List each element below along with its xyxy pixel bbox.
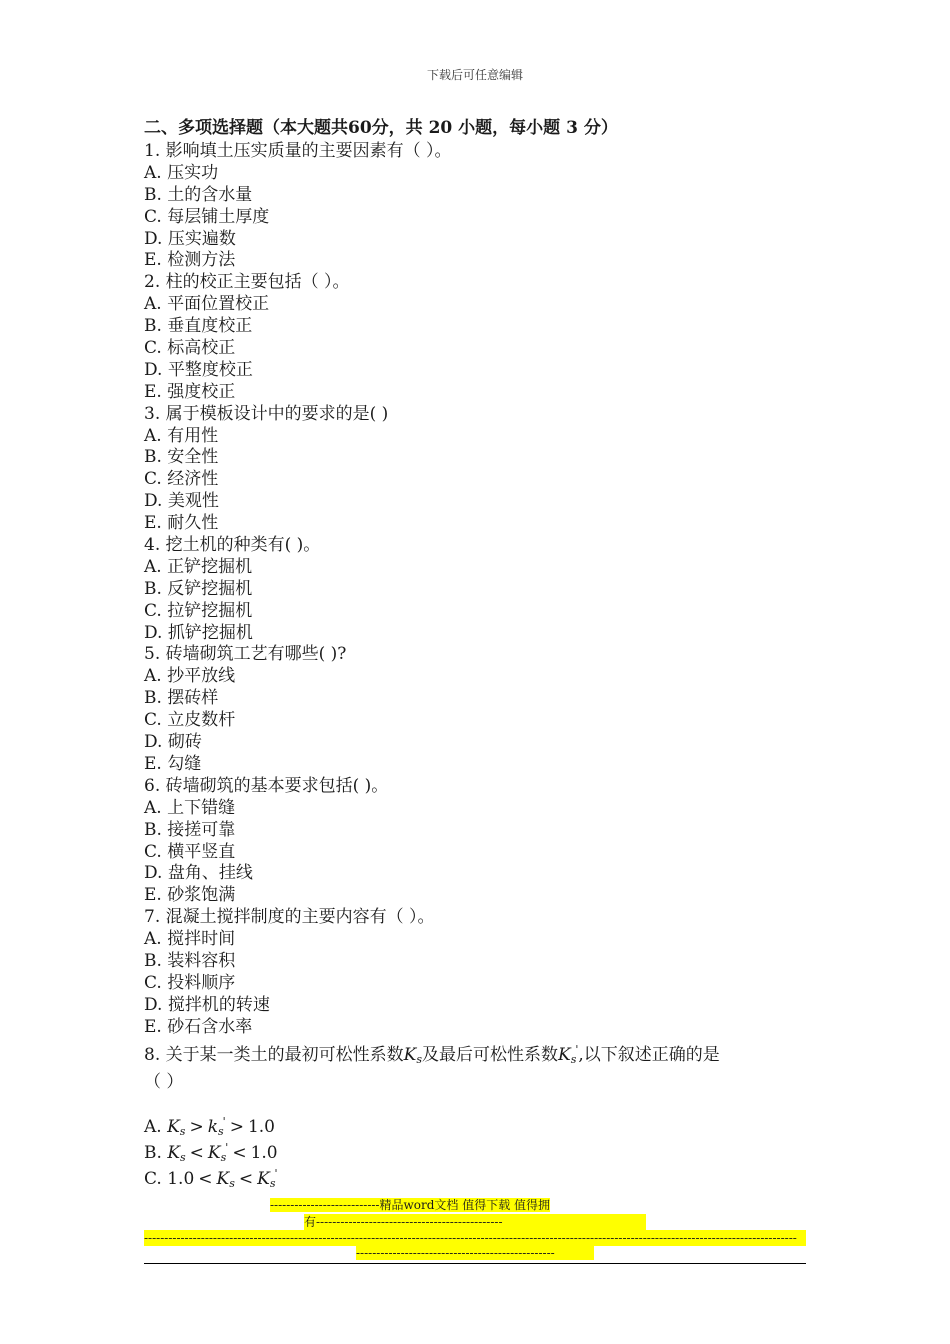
q8-option <box>144 1109 806 1138</box>
question-8 <box>144 1039 806 1071</box>
math-token: 1.0 <box>250 1142 278 1163</box>
math-token: s <box>179 1124 186 1138</box>
answer-option: C. 投料顺序 <box>144 972 236 993</box>
answer-option: B. 垂直度校正 <box>144 316 253 337</box>
footer-rule <box>144 1263 806 1264</box>
math-token: K <box>216 1168 230 1189</box>
answer-option: D. 抓铲挖掘机 <box>144 622 253 643</box>
answer-option: B. 反铲挖掘机 <box>144 578 253 599</box>
q8-suffix: ,以下叙述正确的是 <box>578 1044 720 1065</box>
answer-option: A. 有用性 <box>144 425 219 446</box>
math-token: K <box>207 1142 221 1163</box>
answer-option: D. 搅拌机的转速 <box>144 994 270 1015</box>
math-token: K <box>257 1168 270 1189</box>
answer-option: E. 砂石含水率 <box>144 1016 253 1037</box>
answer-option: A. 上下错缝 <box>144 797 236 818</box>
option-label: C. <box>144 1168 162 1189</box>
footer-line-4: ------------------------------------------------- <box>356 1246 594 1260</box>
q8-option <box>144 1135 806 1164</box>
math-token: s <box>180 1150 186 1164</box>
answer-option: D. 压实遍数 <box>144 228 236 249</box>
answer-option: C. 拉铲挖掘机 <box>144 600 253 621</box>
answer-option: B. 装料容积 <box>144 950 236 971</box>
question-stem: 4. 挖土机的种类有( )。 <box>144 535 321 556</box>
q8-options <box>144 1109 806 1190</box>
math-token: s <box>269 1176 276 1190</box>
math-token: > <box>229 1116 244 1137</box>
math-token: 1.0 <box>247 1116 275 1137</box>
answer-option: D. 砌砖 <box>144 732 202 753</box>
answer-option: D. 美观性 <box>144 491 219 512</box>
answer-option: E. 勾缝 <box>144 753 202 774</box>
q8-prefix: 8. 关于某一类土的最初可松性系数 <box>144 1044 404 1065</box>
question-stem: 5. 砖墙砌筑工艺有哪些( )? <box>144 644 347 665</box>
footer-line-3: ----------------------------------------------------------------------------------------------------------------------------------------------------------------- <box>144 1230 806 1246</box>
math-token: < <box>232 1142 247 1163</box>
answer-option: E. 检测方法 <box>144 250 236 271</box>
question-stem: 1. 影响填土压实质量的主要因素有（ ）。 <box>144 141 452 161</box>
footer-line-2: 有---------------------------------------------- <box>304 1214 646 1230</box>
math-token: ' <box>274 1166 278 1180</box>
page-header: 下载后可任意编辑 <box>426 68 523 82</box>
math-token: ' <box>222 1114 226 1128</box>
math-token: 1.0 <box>167 1168 195 1189</box>
question-stem: 7. 混凝土搅拌制度的主要内容有（ ）。 <box>144 907 435 928</box>
math-token: < <box>198 1168 213 1189</box>
answer-option: B. 安全性 <box>144 447 219 468</box>
answer-option: B. 接搓可靠 <box>144 819 236 840</box>
math-token: K <box>167 1142 181 1163</box>
math-token: s <box>220 1150 227 1164</box>
question-stem: 3. 属于模板设计中的要求的是( ) <box>144 403 389 424</box>
answer-option: C. 立皮数杆 <box>144 710 236 731</box>
math-token: k <box>207 1116 219 1137</box>
answer-option: A. 抄平放线 <box>144 666 236 687</box>
answer-option: E. 耐久性 <box>144 513 219 534</box>
math-token: K <box>167 1116 180 1137</box>
footer-line-1: ---------------------------精品word文档 值得下载 值得拥 <box>270 1198 551 1212</box>
math-token: > <box>189 1116 204 1137</box>
answer-option: A. 搅拌时间 <box>144 929 236 950</box>
question-stem: 6. 砖墙砌筑的基本要求包括( )。 <box>144 775 389 796</box>
q8-symbol-ks: $K_s$ <box>403 1044 422 1066</box>
option-label: B. <box>144 1142 162 1163</box>
option-label: A. <box>144 1116 162 1137</box>
math-token: s <box>218 1124 224 1138</box>
answer-option: D. 盘角、挂线 <box>144 863 253 884</box>
q8-mid: 及最后可松性系数 <box>421 1044 558 1065</box>
answer-option: C. 经济性 <box>144 469 219 490</box>
answer-option: B. 土的含水量 <box>144 184 253 205</box>
answer-option: E. 强度校正 <box>144 381 236 402</box>
answer-option: B. 摆砖样 <box>144 688 219 709</box>
math-token: ' <box>225 1140 229 1154</box>
q8-symbol-ks-prime: $K_s'$ <box>557 1042 579 1066</box>
answer-option: C. 横平竖直 <box>144 841 236 862</box>
answer-option: A. 正铲挖掘机 <box>144 556 253 577</box>
answer-option: A. 压实功 <box>144 162 219 183</box>
section-title: 二、多项选择题（本大题共60分，共 20 小题，每小题 3 分） <box>144 118 618 138</box>
math-token: < <box>238 1168 254 1189</box>
answer-option: C. 每层铺土厚度 <box>144 206 270 227</box>
question-list <box>144 141 806 1039</box>
question-stem: 2. 柱的校正主要包括（ ）。 <box>144 272 350 293</box>
answer-option: C. 标高校正 <box>144 338 236 359</box>
math-token: s <box>229 1176 235 1190</box>
answer-option: D. 平整度校正 <box>144 359 253 380</box>
math-token: < <box>189 1142 204 1163</box>
q8-continuation: （ ） <box>144 1071 184 1092</box>
answer-option: A. 平面位置校正 <box>144 294 270 315</box>
document-body <box>144 117 806 1190</box>
answer-option: E. 砂浆饱满 <box>144 885 236 906</box>
q8-option <box>144 1161 806 1190</box>
